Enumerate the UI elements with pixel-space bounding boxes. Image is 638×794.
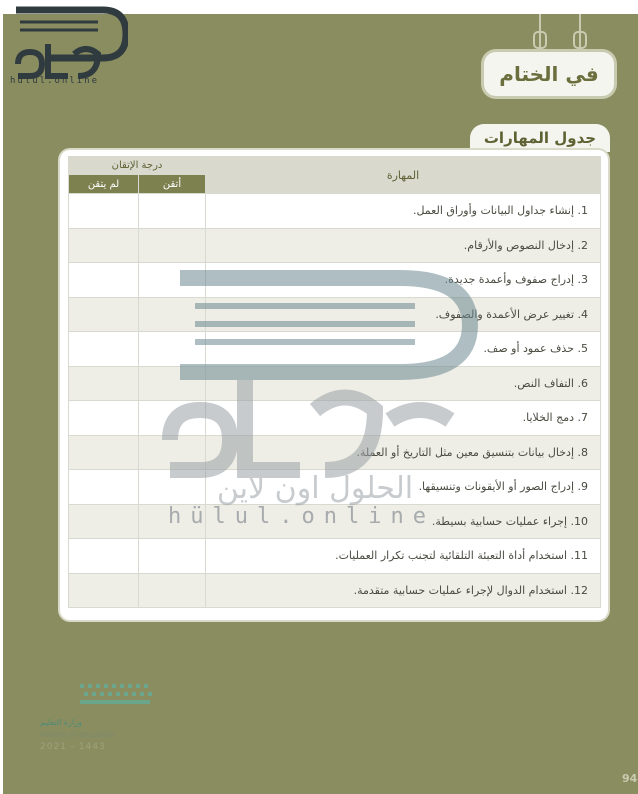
- logo-url: hulul.online: [10, 76, 100, 86]
- not-mastered-cell[interactable]: [69, 366, 139, 401]
- table-row: [69, 228, 601, 263]
- watermark-arabic-text: الحلول اون لاين: [216, 471, 414, 506]
- skill-cell: 7. دمج الخلايا.: [206, 401, 601, 436]
- table-row: [69, 573, 601, 608]
- mastered-cell[interactable]: [139, 573, 206, 608]
- mastered-header: أتقن: [139, 175, 206, 194]
- table-row: [69, 401, 601, 436]
- table-row: [69, 366, 601, 401]
- mastered-cell[interactable]: [139, 539, 206, 574]
- not-mastered-cell[interactable]: [69, 297, 139, 332]
- section-tab: [470, 124, 610, 152]
- table-row: [69, 435, 601, 470]
- page-number: 94: [622, 772, 638, 785]
- table-row: [69, 470, 601, 505]
- section-title: جدول المهارات: [483, 129, 597, 147]
- skills-table: [68, 156, 601, 608]
- ministry-name-en: Ministry of Education: [40, 731, 114, 739]
- not-mastered-cell[interactable]: [69, 573, 139, 608]
- skill-cell: 4. تغيير عرض الأعمدة والصفوف.: [206, 297, 601, 332]
- mastered-cell[interactable]: [139, 228, 206, 263]
- badge-title: في الختام: [499, 62, 599, 86]
- not-mastered-cell[interactable]: [69, 470, 139, 505]
- not-mastered-cell[interactable]: [69, 539, 139, 574]
- table-row: [69, 332, 601, 367]
- table-row: [69, 194, 601, 229]
- skill-header: المهارة: [206, 157, 601, 194]
- mastered-cell[interactable]: [139, 470, 206, 505]
- not-mastered-cell[interactable]: [69, 435, 139, 470]
- table-row: [69, 263, 601, 298]
- watermark-url: hülul.online: [168, 504, 435, 529]
- mastered-cell[interactable]: [139, 366, 206, 401]
- chapter-badge: [484, 52, 614, 96]
- mastered-cell[interactable]: [139, 401, 206, 436]
- mastered-cell[interactable]: [139, 435, 206, 470]
- skill-cell: 10. إجراء عمليات حسابية بسيطة.: [206, 504, 601, 539]
- mastered-cell[interactable]: [139, 194, 206, 229]
- table-row: [69, 539, 601, 574]
- skill-cell: 6. التفاف النص.: [206, 366, 601, 401]
- not-mastered-cell[interactable]: [69, 194, 139, 229]
- skill-cell: 3. إدراج صفوف وأعمدة جديدة.: [206, 263, 601, 298]
- not-mastered-cell[interactable]: [69, 228, 139, 263]
- not-mastered-cell[interactable]: [69, 263, 139, 298]
- skill-cell: 5. حذف عمود أو صف.: [206, 332, 601, 367]
- mastered-cell[interactable]: [139, 297, 206, 332]
- not-mastered-cell[interactable]: [69, 401, 139, 436]
- badge-hanger-icon: [520, 14, 600, 54]
- mastered-cell[interactable]: [139, 332, 206, 367]
- not-mastered-cell[interactable]: [69, 332, 139, 367]
- ministry-name: وزارة التعليم: [40, 718, 82, 727]
- skill-cell: 1. إنشاء جداول البيانات وأوراق العمل.: [206, 194, 601, 229]
- skill-cell: 11. استخدام أداة التعبئة التلقائية لتجنب تكرار العمليات.: [206, 539, 601, 574]
- ministry-logo-icon: [40, 682, 165, 718]
- ministry-year: 2021 - 1443: [40, 742, 106, 752]
- skill-cell: 8. إدخال بيانات بتنسيق معين مثل التاريخ أو العملة.: [206, 435, 601, 470]
- skills-panel: [60, 150, 608, 620]
- skill-cell: 9. إدراج الصور أو الأيقونات وتنسيقها.: [206, 470, 601, 505]
- skill-cell: 12. استخدام الدوال لإجراء عمليات حسابية متقدمة.: [206, 573, 601, 608]
- not-mastered-cell[interactable]: [69, 504, 139, 539]
- skill-cell: 2. إدخال النصوص والأرقام.: [206, 228, 601, 263]
- table-row: [69, 297, 601, 332]
- not-mastered-header: لم يتقن: [69, 175, 139, 194]
- mastery-header: درجة الإتقان: [69, 157, 206, 175]
- mastered-cell[interactable]: [139, 263, 206, 298]
